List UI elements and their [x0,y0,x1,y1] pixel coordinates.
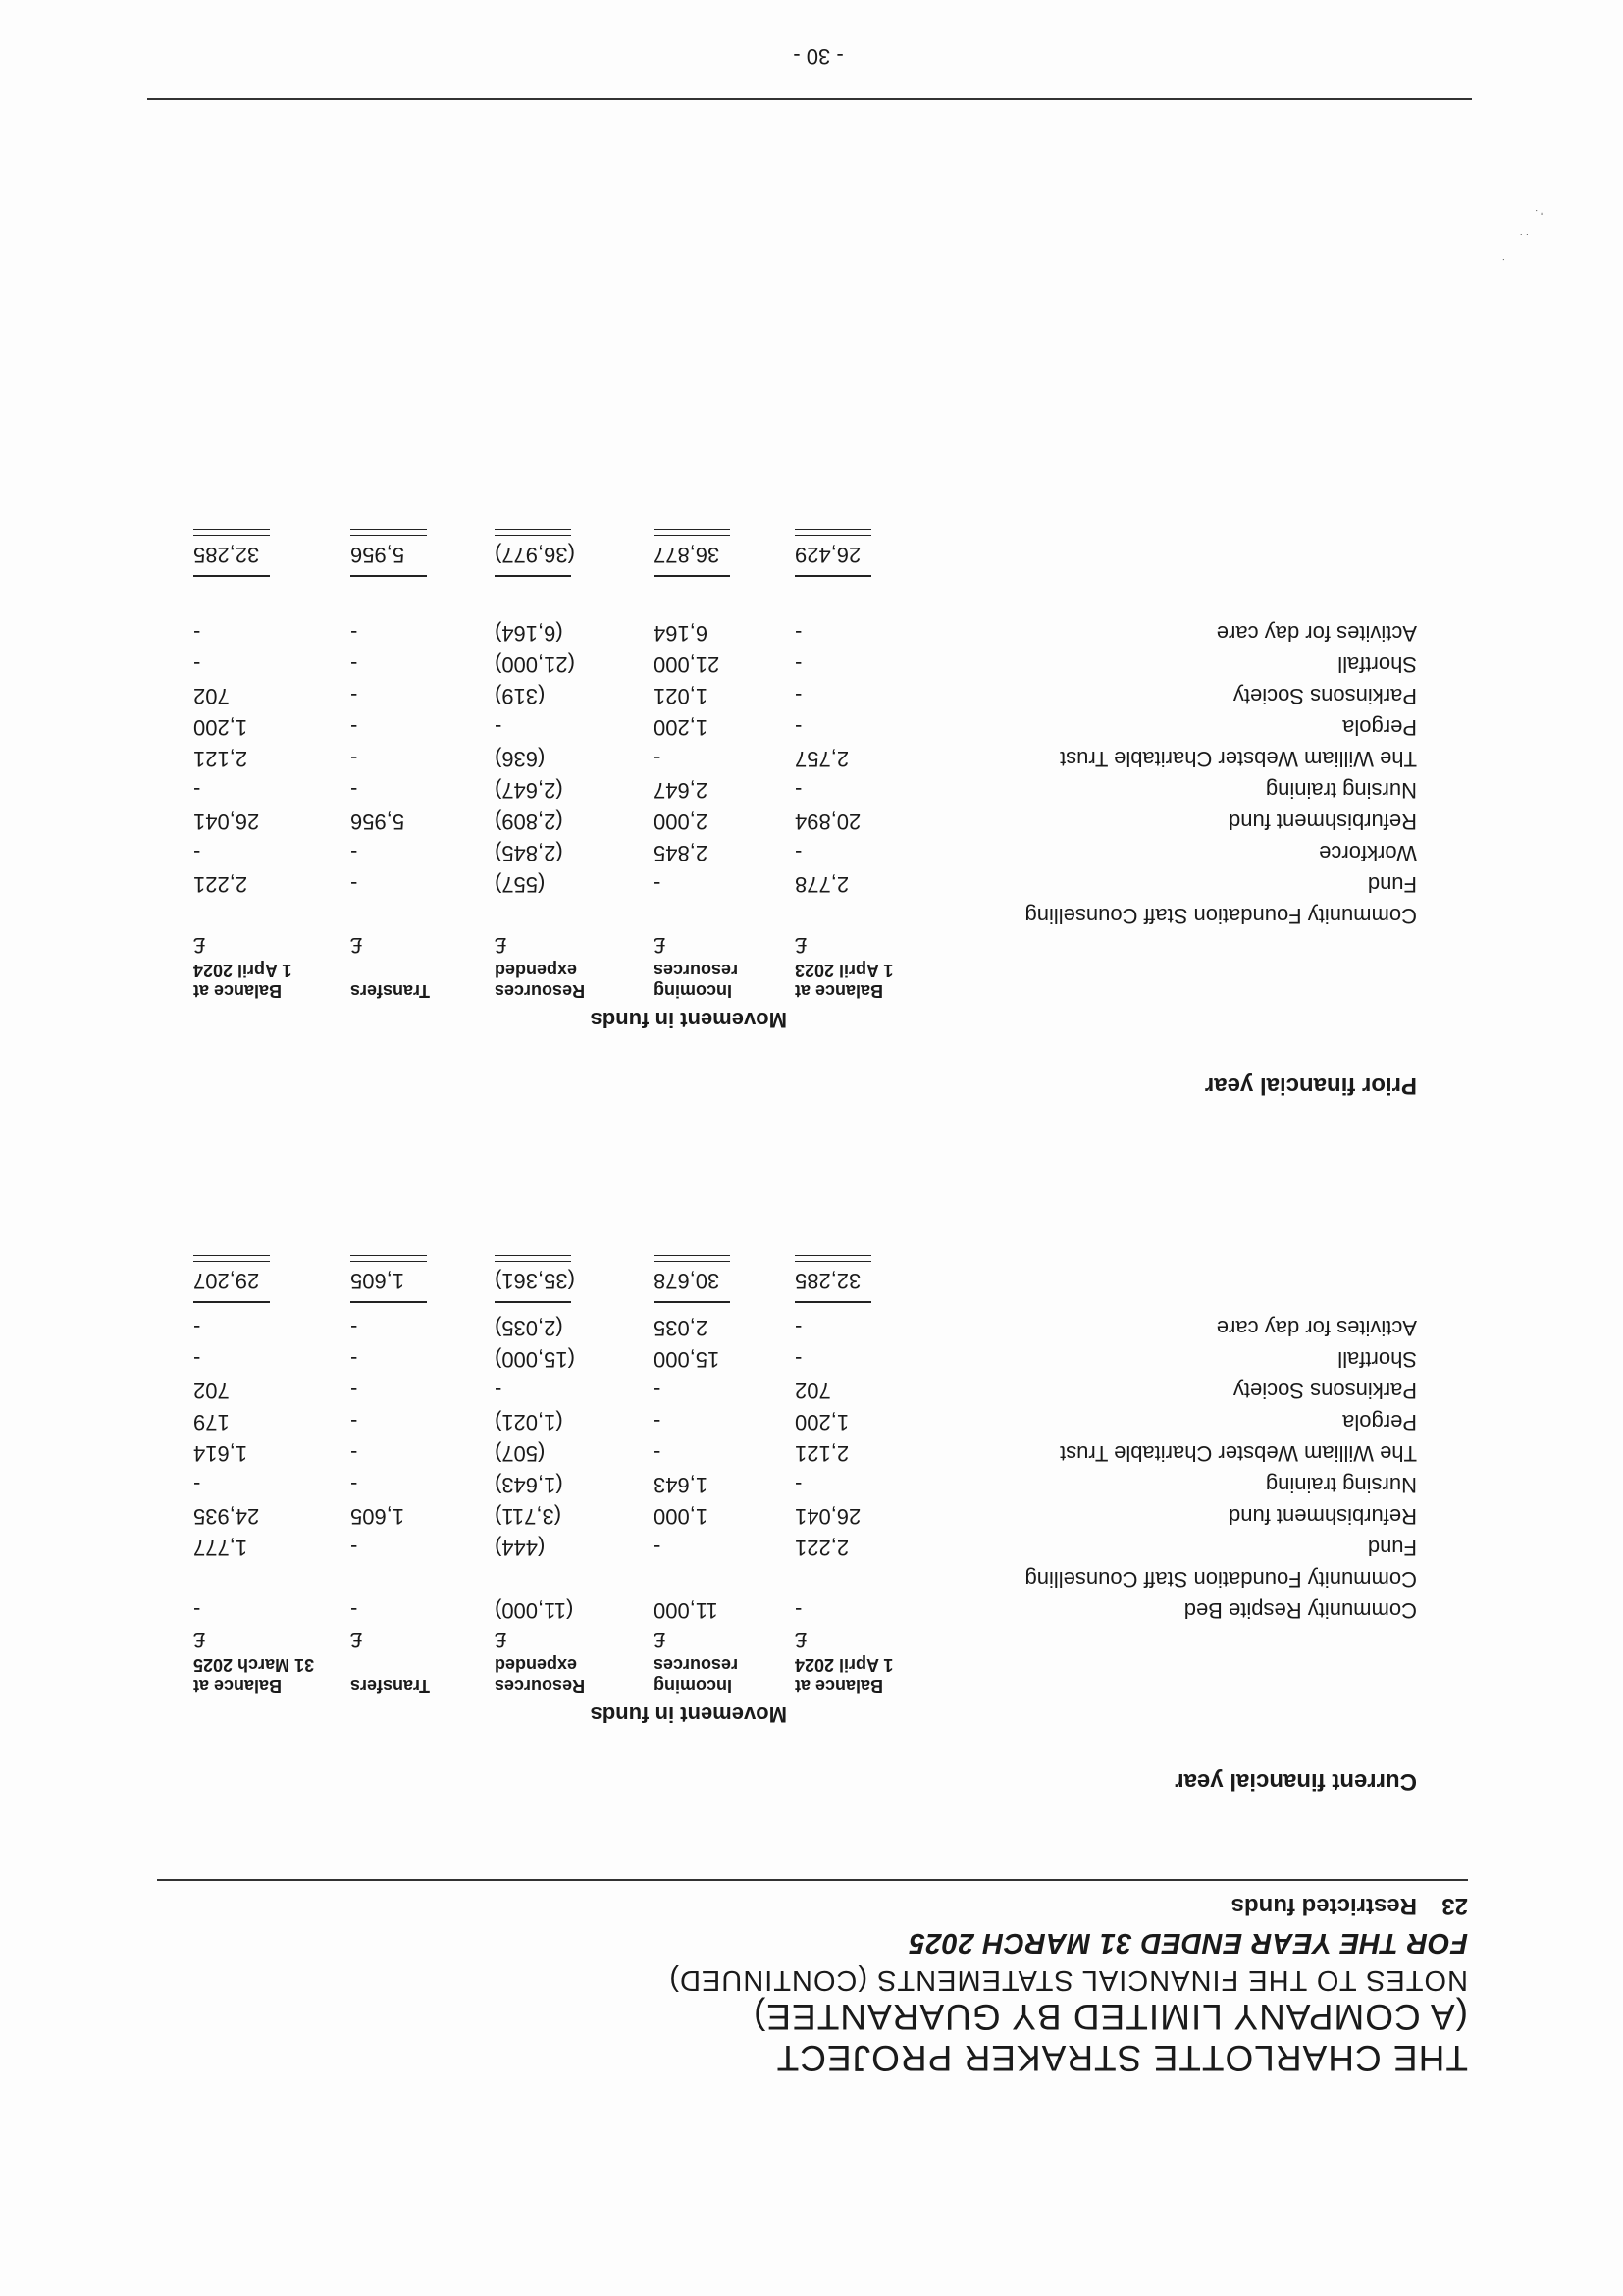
row-value: (11,000) [495,1598,574,1623]
row-value: - [795,1473,803,1497]
row-value: 2,221 [795,1536,850,1560]
row-value: - [654,872,661,897]
row-label: The William Webster Charitable Trust [1060,747,1417,771]
row-value: - [654,1536,661,1560]
total-value: 30,678 [654,1269,720,1293]
footer-rule [147,99,1472,101]
total-value: (35,361) [495,1269,575,1293]
row-value: - [350,872,358,897]
row-value: 6,164 [654,621,708,646]
movement-heading-prior: Movement in funds [590,1008,787,1032]
total-value: 32,285 [795,1269,862,1293]
currency-symbol: £ [795,933,808,958]
total-double-rule [495,1255,571,1262]
col-head-incoming-current: Incoming resources [654,1655,739,1696]
row-label: Pergola [1342,1410,1417,1435]
row-value: 1,021 [654,684,708,708]
row-value: 702 [795,1379,831,1403]
col-head-incoming-prior: Incoming resources [654,961,739,1001]
row-value: - [193,652,201,677]
currency-symbol: £ [193,1628,206,1652]
currency-symbol: £ [193,933,206,958]
row-value: 1,643 [654,1473,708,1497]
row-value: 2,778 [795,872,850,897]
row-label: Refurbishment fund [1229,1504,1417,1529]
row-value: 702 [193,1379,230,1403]
row-value: - [350,1441,358,1466]
row-value: 26,041 [193,809,260,834]
row-value: - [193,1598,201,1623]
row-value: 1,605 [350,1504,405,1529]
row-value: - [350,621,358,646]
row-value: - [495,1379,502,1403]
row-value: (21,000) [495,652,575,677]
row-label: Community Foundation Staff Counselling [1024,1567,1417,1592]
scan-speck: · [1501,254,1505,265]
row-label: Nursing training [1265,778,1417,803]
row-label: Activites for day care [1216,1316,1417,1340]
row-value: 1,777 [193,1536,248,1560]
scan-speck: · · [1519,229,1529,239]
total-double-rule [350,1255,427,1262]
col-head-opening-prior: Balance at 1 April 2023 [795,961,894,1001]
row-label: Activites for day care [1216,621,1417,646]
row-value: - [350,652,358,677]
row-value: - [795,841,803,865]
row-value: 5,956 [350,809,405,834]
row-value: - [350,778,358,803]
row-label: Community Respite Bed [1183,1598,1417,1623]
subtotal-rule [495,576,571,578]
row-value: - [495,715,502,740]
row-value: 702 [193,684,230,708]
col-head-expended-current: Resources expended [495,1655,586,1696]
subtotal-rule [795,1302,871,1304]
row-value: 24,935 [193,1504,260,1529]
col-head-transfers-current: Transfers [350,1676,431,1696]
total-double-rule [654,1255,730,1262]
scan-speck: ' · [1534,205,1543,216]
row-label: Fund [1367,1536,1417,1560]
row-value: (6,164) [495,621,563,646]
row-label: Shortfall [1337,1347,1417,1372]
total-value: (36,977) [495,543,575,567]
row-value: - [193,1316,201,1340]
total-value: 36,877 [654,543,720,567]
row-value: 15,000 [654,1347,720,1372]
row-value: (2,809) [495,809,563,834]
row-value: 11,000 [654,1598,718,1623]
row-value: 26,041 [795,1504,862,1529]
row-value: - [795,715,803,740]
subtotal-rule [495,1302,571,1304]
period-title: FOR THE YEAR ENDED 31 MARCH 2025 [909,1927,1468,1958]
current-year-heading: Current financial year [1175,1768,1417,1795]
row-label: The William Webster Charitable Trust [1060,1441,1417,1466]
row-value: - [350,1598,358,1623]
total-double-rule [495,529,571,536]
row-value: - [654,747,661,771]
row-value: - [350,1536,358,1560]
subtotal-rule [193,576,270,578]
row-value: - [350,1410,358,1435]
row-label: Workforce [1319,841,1417,865]
row-value: - [795,684,803,708]
row-value: - [350,1473,358,1497]
total-double-rule [795,529,871,536]
col-head-transfers-prior: Transfers [350,981,431,1001]
page-number: - 30 - [793,44,844,69]
movement-heading-current: Movement in funds [590,1702,787,1727]
row-value: - [795,621,803,646]
company-name: THE CHARLOTTE STRAKER PROJECT [775,2038,1468,2078]
row-value: 2,757 [795,747,850,771]
row-value: (319) [495,684,546,708]
row-value: (2,035) [495,1316,563,1340]
row-value: - [193,1347,201,1372]
row-value: - [795,778,803,803]
row-label: Parkinsons Society [1232,684,1417,708]
row-value: - [795,1598,803,1623]
row-value: 2,221 [193,872,248,897]
total-value: 29,207 [193,1269,260,1293]
row-value: (3,711) [495,1504,562,1529]
subtotal-rule [350,1302,427,1304]
col-head-opening-current: Balance at 1 April 2024 [795,1655,894,1696]
total-value: 26,429 [795,543,862,567]
total-double-rule [193,1255,270,1262]
row-value: 21,000 [654,652,720,677]
currency-symbol: £ [350,933,363,958]
row-value: 2,121 [795,1441,850,1466]
row-value: - [350,715,358,740]
row-value: (636) [495,747,546,771]
row-value: - [795,1316,803,1340]
currency-symbol: £ [795,1628,808,1652]
row-value: 1,200 [795,1410,850,1435]
row-label: Fund [1367,872,1417,897]
row-value: (1,021) [495,1410,563,1435]
section-title: Restricted funds [1230,1893,1417,1919]
subtotal-rule [795,576,871,578]
total-double-rule [795,1255,871,1262]
row-value: - [795,1347,803,1372]
row-label: Nursing training [1265,1473,1417,1497]
row-value: (557) [495,872,546,897]
row-value: - [193,841,201,865]
row-label: Parkinsons Society [1232,1379,1417,1403]
row-value: - [193,778,201,803]
subtotal-rule [350,576,427,578]
row-value: - [350,747,358,771]
row-value: (507) [495,1441,546,1466]
notes-title: NOTES TO THE FINANCIAL STATEMENTS (CONTINUED) [668,1964,1468,1996]
row-value: - [193,621,201,646]
section-number: 23 [1441,1893,1468,1919]
row-value: 1,614 [193,1441,248,1466]
row-value: 1,200 [654,715,708,740]
row-value: (2,845) [495,841,563,865]
company-type: (A COMPANY LIMITED BY GUARANTEE) [753,1997,1468,2037]
row-value: - [654,1379,661,1403]
total-double-rule [654,529,730,536]
currency-symbol: £ [495,1628,507,1652]
row-value: - [350,1347,358,1372]
col-head-closing-current: Balance at 31 March 2025 [193,1655,315,1696]
row-value: - [795,652,803,677]
total-value: 1,605 [350,1269,405,1293]
subtotal-rule [193,1302,270,1304]
total-double-rule [193,529,270,536]
row-value: - [350,684,358,708]
row-value: 1,000 [654,1504,708,1529]
row-value: (15,000) [495,1347,575,1372]
subtotal-rule [654,1302,730,1304]
currency-symbol: £ [495,933,507,958]
subtotal-rule [654,576,730,578]
row-value: (444) [495,1536,546,1560]
currency-symbol: £ [654,1628,666,1652]
prior-year-heading: Prior financial year [1204,1072,1417,1099]
row-value: - [350,1379,358,1403]
total-value: 32,285 [193,543,260,567]
row-value: 2,000 [654,809,708,834]
row-value: - [350,1316,358,1340]
row-label: Pergola [1342,715,1417,740]
header-rule [157,1879,1468,1881]
row-label: Shortfall [1337,652,1417,677]
total-value: 5,956 [350,543,405,567]
currency-symbol: £ [350,1628,363,1652]
row-value: (2,647) [495,778,563,803]
row-label: Community Foundation Staff Counselling [1024,904,1417,928]
col-head-expended-prior: Resources expended [495,961,586,1001]
row-value: 179 [193,1410,230,1435]
row-value: - [350,841,358,865]
row-value: 2,035 [654,1316,708,1340]
row-value: (1,643) [495,1473,563,1497]
row-value: 2,647 [654,778,708,803]
row-value: - [193,1473,201,1497]
row-value: 2,121 [193,747,248,771]
currency-symbol: £ [654,933,666,958]
row-value: 2,845 [654,841,708,865]
row-value: - [654,1441,661,1466]
row-value: 20,894 [795,809,862,834]
total-double-rule [350,529,427,536]
row-value: - [654,1410,661,1435]
row-label: Refurbishment fund [1229,809,1417,834]
col-head-closing-prior: Balance at 1 April 2024 [193,961,292,1001]
row-value: 1,200 [193,715,248,740]
